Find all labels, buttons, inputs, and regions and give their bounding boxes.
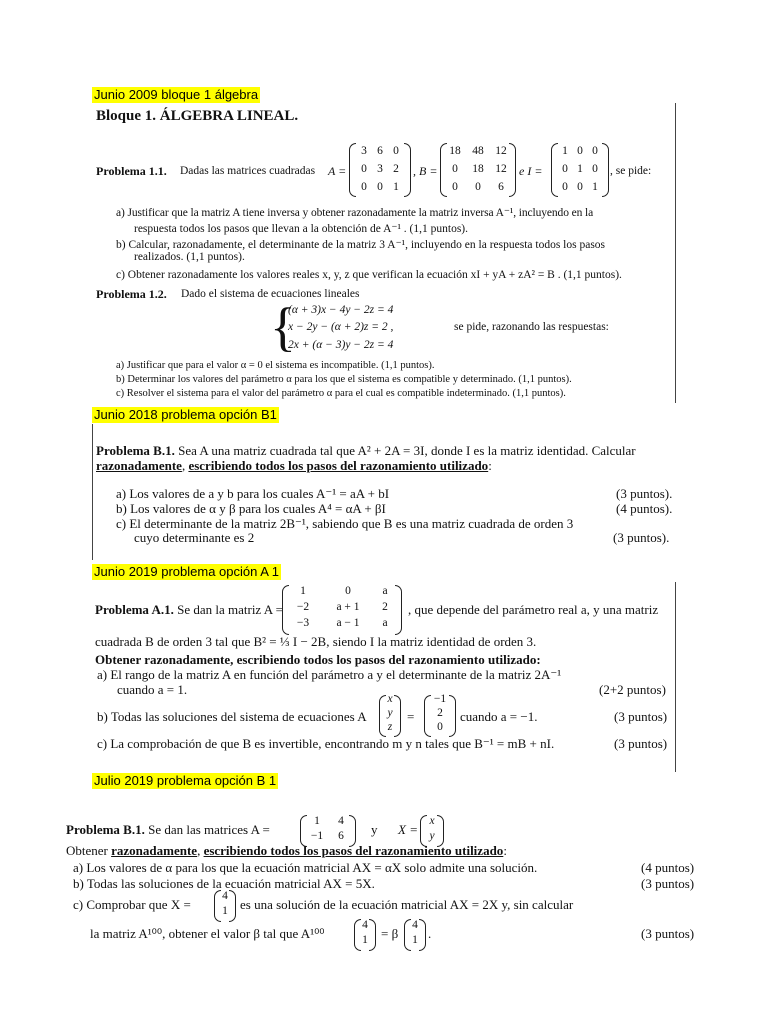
a1-item-a-line2: cuando a = 1. [117, 682, 188, 697]
a1-item-a-line1: a) El rango de la matriz A en función del parámetro a y el determinante de la matriz 2A⁻¹ [97, 667, 562, 682]
a1-item-b-post: cuando a = −1. [460, 709, 538, 724]
matrix-I-label: e I = [519, 164, 543, 178]
p11-item-a-line1: a) Justificar que la matriz A tiene inversa y obtener razonadamente la matriz inversa A⁻¹, incluyendo en la [116, 207, 594, 219]
matrix-cell: 0 [562, 163, 568, 175]
matrix-cell: 0 [361, 163, 367, 175]
matrix-cell: 3 [361, 145, 367, 157]
matrix-cell: 6 [338, 830, 344, 842]
matrix-cell: 0 [577, 145, 583, 157]
vector-cell: 2 [437, 707, 443, 719]
obtener-instruction: Obtener razonadamente, escribiendo todos los pasos del razonamiento utilizado: [95, 652, 541, 667]
vector-cell: 4 [412, 919, 418, 931]
vector-4-1-rhs [404, 919, 426, 951]
matrix-cell: 1 [314, 815, 320, 827]
b1-2018-item-c-line1: c) El determinante de la matriz 2B⁻¹, sabiendo que B es una matriz cuadrada de orden 3 [116, 516, 574, 531]
colon: : [488, 458, 492, 473]
problem-1-1-text: Dadas las matrices cuadradas [180, 165, 316, 177]
b1-2018-item-a: a) Los valores de a y b para los cuales A⁻¹ = aA + bI [116, 486, 390, 501]
vector-cell: y [387, 707, 393, 719]
b1-2019-item-d-points: (3 puntos) [641, 926, 695, 941]
equation-1: (α + 3)x − 4y − 2z = 4 [288, 304, 394, 316]
vector-rhs [424, 695, 456, 737]
vector-cell: 4 [222, 890, 228, 902]
comma: , [181, 458, 186, 473]
problem-a1-line2: cuadrada B de orden 3 tal que B² = ⅓ I − 2B, siendo I la matriz identidad de orden 3. [95, 634, 537, 649]
matrix-cell: 6 [377, 145, 383, 157]
obtener-line [66, 843, 507, 859]
se-pide-text: , se pide: [610, 165, 652, 177]
matrix-cell: 1 [300, 585, 306, 597]
problem-b1-2019-line1 [66, 822, 270, 838]
matrix-cell: 0 [393, 145, 399, 157]
matrix-cell: 4 [338, 815, 344, 827]
matrix-cell: 0 [592, 145, 598, 157]
vector-cell: z [387, 721, 393, 733]
a1-item-c-points: (3 puntos) [614, 736, 668, 751]
matrix-cell: 0 [361, 181, 367, 193]
problem-1-2-text: Dado el sistema de ecuaciones lineales [181, 288, 360, 300]
b1-2018-item-b-points: (4 puntos). [616, 501, 673, 516]
matrix-cell: 18 [472, 163, 484, 175]
b1-2019-item-d-pre: la matriz A¹⁰⁰, obtener el valor β tal que A¹⁰⁰ [90, 926, 325, 941]
matrix-cell: 12 [495, 145, 507, 157]
section-header-junio-2018: Junio 2018 problema opción B1 [94, 407, 277, 422]
problem-b1-label: Problema B.1. [96, 443, 175, 458]
matrix-cell: a + 1 [336, 601, 360, 613]
matrix-cell: 0 [452, 181, 458, 193]
escribiendo-text: escribiendo todos los pasos del razonamiento utilizado [203, 843, 504, 858]
a1-item-b-pre: b) Todas las soluciones del sistema de ecuaciones A [97, 709, 367, 724]
b1-2019-item-c-pre: c) Comprobar que X = [73, 897, 191, 912]
block-title: Bloque 1. ÁLGEBRA LINEAL. [96, 108, 299, 124]
matrix-cell: 0 [452, 163, 458, 175]
p11-item-b-line2: realizados. (1,1 puntos). [134, 251, 245, 263]
b1-2019-item-d-eq: = β [381, 926, 399, 941]
problem-a1-line1 [95, 602, 283, 618]
p11-item-a-line2: respuesta todos los pasos que llevan a la obtención de A⁻¹ . (1,1 puntos). [134, 223, 469, 235]
b1-2019-item-d-post: . [428, 926, 432, 941]
vector-cell: x [387, 693, 393, 705]
p11-item-b-line1: b) Calcular, razonadamente, el determinante de la matriz 3 A⁻¹, incluyendo en la respuesta todos los pasos [116, 239, 606, 251]
colon: : [503, 843, 507, 858]
problem-b1-2018-line2 [96, 458, 492, 474]
matrix-cell: 3 [377, 163, 383, 175]
a1-item-c: c) La comprobación de que B es invertible, encontrando m y n tales que B⁻¹ = mB + nI. [97, 736, 555, 751]
vector-cell: 1 [362, 934, 368, 946]
matrix-cell: a − 1 [336, 617, 360, 629]
b1-2018-item-c-line2: cuyo determinante es 2 [134, 530, 255, 545]
section-header-junio-2009: Junio 2009 bloque 1 álgebra [94, 87, 259, 102]
matrix-cell: 2 [382, 601, 388, 613]
problem-b1-label: Problema B.1. [66, 822, 145, 837]
matrix-cell: −1 [310, 830, 324, 842]
problem-b1-text: Se dan las matrices A = [148, 822, 270, 837]
b1-2019-item-c-post: es una solución de la ecuación matricial AX = 2X y, sin calcular [240, 897, 574, 912]
p12-item-a: a) Justificar que para el valor α = 0 el sistema es incompatible. (1,1 puntos). [116, 360, 435, 371]
a1-item-b-points: (3 puntos) [614, 709, 668, 724]
section-header-julio-2019: Julio 2019 problema opción B 1 [94, 773, 277, 788]
comma: , [197, 843, 201, 858]
matrix-cell: 0 [345, 585, 351, 597]
se-pide-razonando: se pide, razonando las respuestas: [454, 321, 609, 333]
problem-a1-text2: , que depende del parámetro real a, y una matriz [408, 602, 659, 617]
problem-a1-text: Se dan la matriz A = [177, 602, 283, 617]
matrix-cell: 1 [562, 145, 568, 157]
equation-3: 2x + (α − 3)y − 2z = 4 [288, 339, 394, 351]
b1-2019-item-a-points: (4 puntos) [641, 860, 695, 875]
vector-cell: 1 [412, 934, 418, 946]
vector-cell: −1 [433, 693, 447, 705]
matrix-cell: −3 [296, 617, 310, 629]
problem-1-1-label: Problema 1.1. [96, 164, 167, 178]
b1-2019-item-b-points: (3 puntos) [641, 876, 695, 891]
matrix-X-label: X = [398, 822, 418, 837]
matrix-cell: 0 [592, 163, 598, 175]
b1-2018-item-a-points: (3 puntos). [616, 486, 673, 501]
matrix-cell: −2 [296, 601, 310, 613]
matrix-cell: 0 [562, 181, 568, 193]
b1-2018-item-b: b) Los valores de α y β para los cuales A⁴ = αA + βI [116, 501, 386, 516]
system-brace: { [270, 297, 296, 357]
matrix-cell: 1 [393, 181, 399, 193]
vector-cell: 0 [437, 721, 443, 733]
matrix-cell: 18 [449, 145, 461, 157]
razonadamente-text: razonadamente [96, 458, 182, 473]
matrix-cell: 48 [472, 145, 484, 157]
matrix-cell: a [382, 585, 388, 597]
p11-item-c: c) Obtener razonadamente los valores reales x, y, z que verifican la ecuación xI + yA + zA² = B . (1,1 puntos). [116, 269, 622, 281]
vector-xyz [379, 695, 401, 737]
a1-item-b-eq: = [407, 709, 415, 724]
problem-b1-text: Sea A una matriz cuadrada tal que A² + 2A = 3I, donde I es la matriz identidad. Calcular [178, 443, 636, 458]
scan-border-right-1 [675, 103, 676, 403]
matrix-cell: 1 [577, 163, 583, 175]
scan-border-right-3 [675, 582, 676, 772]
razonadamente-text: razonadamente [111, 843, 198, 858]
matrix-B-label: , B = [413, 164, 438, 178]
matrix-B [440, 143, 516, 197]
matrix-I [551, 143, 609, 197]
matrix-cell: 6 [498, 181, 504, 193]
matrix-cell: 0 [475, 181, 481, 193]
matrix-A [349, 143, 411, 197]
matrix-A-param [282, 585, 402, 635]
problem-b1-2018-line1 [96, 443, 636, 459]
b1-2019-item-a: a) Los valores de α para los que la ecuación matricial AX = αX solo admite una solución. [73, 860, 538, 875]
matrix-cell: 12 [495, 163, 507, 175]
scan-border-left-2 [92, 424, 93, 560]
vector-4-1-lhs [354, 919, 376, 951]
matrix-cell: 0 [377, 181, 383, 193]
vector-cell: x [429, 815, 435, 827]
matrix-cell: 1 [592, 181, 598, 193]
p12-item-c: c) Resolver el sistema para el valor del parámetro α para el cual es compatible indeterminado. (1,1 puntos). [116, 388, 566, 399]
equation-2: x − 2y − (α + 2)z = 2 , [288, 321, 394, 333]
section-header-junio-2019: Junio 2019 problema opción A 1 [94, 564, 280, 579]
escribiendo-text: escribiendo todos los pasos del razonamiento utilizado [188, 458, 489, 473]
y-conjunction: y [371, 822, 378, 837]
obtener-text: Obtener [66, 843, 108, 858]
b1-2019-item-b: b) Todas las soluciones de la ecuación matricial AX = 5X. [73, 876, 375, 891]
problem-a1-label: Problema A.1. [95, 602, 174, 617]
vector-cell: y [429, 830, 435, 842]
b1-2018-item-c-points: (3 puntos). [613, 530, 670, 545]
vector-4-1 [214, 890, 236, 922]
matrix-cell: 0 [577, 181, 583, 193]
matrix-cell: a [382, 617, 388, 629]
p12-item-b: b) Determinar los valores del parámetro α para los que el sistema es compatible y determinado. (1,1 puntos). [116, 374, 572, 385]
vector-cell: 1 [222, 905, 228, 917]
matrix-A-label: A = [328, 164, 347, 178]
problem-1-2-label: Problema 1.2. [96, 287, 167, 301]
matrix-cell: 2 [393, 163, 399, 175]
vector-cell: 4 [362, 919, 368, 931]
a1-item-a-points: (2+2 puntos) [599, 682, 666, 697]
